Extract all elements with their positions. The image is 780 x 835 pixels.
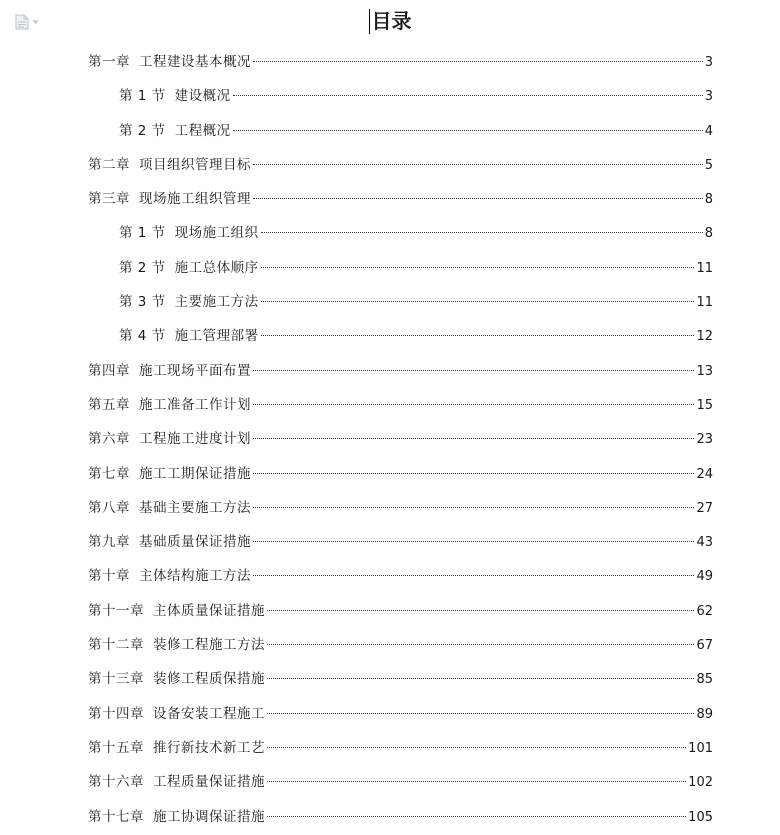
toc-entry-page-number: 89 <box>696 706 713 722</box>
toc-chapter-entry[interactable] <box>88 765 713 799</box>
dot-leader <box>253 541 694 542</box>
dot-leader <box>253 473 694 474</box>
toc-entry-title: 装修工程质保措施 <box>153 671 265 688</box>
toc-entry-title: 装修工程施工方法 <box>153 637 265 654</box>
toc-entry-number: 第十六章 <box>88 774 144 791</box>
toc-chapter-entry[interactable] <box>88 457 713 491</box>
toc-entry-title: 基础质量保证措施 <box>139 534 251 551</box>
toc-entry-page-number: 101 <box>688 740 713 756</box>
dot-leader <box>267 713 694 714</box>
toc-chapter-entry[interactable] <box>88 525 713 559</box>
toc-entry-title: 推行新技术新工艺 <box>153 739 265 756</box>
dot-leader <box>267 610 694 611</box>
toc-chapter-entry[interactable] <box>88 354 713 388</box>
toc-entry-number: 第七章 <box>88 465 130 482</box>
dot-leader <box>261 232 703 233</box>
dot-leader <box>267 644 694 645</box>
toc-entry-title: 建设概况 <box>174 88 231 105</box>
toc-entry-page-number: 62 <box>696 603 713 619</box>
toc-entry-number: 第十三章 <box>88 671 144 688</box>
toc-entry-page-number: 8 <box>704 226 713 242</box>
dot-leader <box>267 678 694 679</box>
toc-entry-page-number: 13 <box>696 363 713 379</box>
toc-chapter-entry[interactable] <box>88 45 713 79</box>
toc-chapter-entry[interactable] <box>88 422 713 456</box>
toc-chapter-entry[interactable] <box>88 594 713 628</box>
toc-entry-number: 第 2 节 <box>119 259 166 276</box>
toc-entry-title: 主要施工方法 <box>174 294 259 311</box>
toc-entry-number: 第二章 <box>88 156 130 173</box>
toc-chapter-entry[interactable] <box>88 491 713 525</box>
toc-entry-number: 第五章 <box>88 396 130 413</box>
toc-entry-number: 第一章 <box>88 54 130 70</box>
toc-entry-page-number: 105 <box>688 809 713 825</box>
table-of-contents <box>88 45 713 834</box>
toc-entry-page-number: 12 <box>696 329 713 345</box>
dot-leader <box>253 438 694 439</box>
toc-entry-number: 第四章 <box>88 362 130 379</box>
title-area <box>0 6 780 40</box>
toc-entry-title: 现场施工组织 <box>174 225 259 242</box>
dot-leader <box>253 61 703 62</box>
toc-entry-title: 施工协调保证措施 <box>153 808 265 825</box>
toc-chapter-entry[interactable] <box>88 182 713 216</box>
dot-leader <box>253 404 694 405</box>
toc-entry-title: 基础主要施工方法 <box>139 499 251 516</box>
toc-entry-title: 工程质量保证措施 <box>153 774 265 791</box>
dot-leader <box>253 575 694 576</box>
toc-section-entry[interactable] <box>88 79 713 113</box>
toc-chapter-entry[interactable] <box>88 559 713 593</box>
toc-entry-page-number: 67 <box>696 638 713 654</box>
dot-leader <box>267 747 686 748</box>
dot-leader <box>253 164 703 165</box>
dot-leader <box>261 267 695 268</box>
toc-entry-title: 施工准备工作计划 <box>139 396 251 413</box>
toc-entry-page-number: 5 <box>704 157 713 173</box>
toc-entry-page-number: 11 <box>696 260 713 276</box>
toc-entry-page-number: 27 <box>696 500 713 516</box>
toc-chapter-entry[interactable] <box>88 628 713 662</box>
page-title <box>369 6 412 36</box>
dot-leader <box>261 301 695 302</box>
toc-chapter-entry[interactable] <box>88 662 713 696</box>
dot-leader <box>233 95 703 96</box>
toc-entry-title: 施工总体顺序 <box>174 259 259 276</box>
toc-entry-number: 第十二章 <box>88 637 144 654</box>
toc-entry-title: 施工工期保证措施 <box>139 465 251 482</box>
toc-entry-page-number: 43 <box>696 535 713 551</box>
toc-entry-number: 第 1 节 <box>119 88 166 105</box>
toc-entry-number: 第九章 <box>88 534 130 551</box>
toc-section-entry[interactable] <box>88 319 713 353</box>
toc-entry-page-number: 3 <box>704 89 713 105</box>
toc-section-entry[interactable] <box>88 216 713 250</box>
toc-entry-title: 设备安装工程施工 <box>153 705 265 722</box>
toc-section-entry[interactable] <box>88 114 713 148</box>
toc-entry-title: 工程建设基本概况 <box>139 54 251 70</box>
toc-entry-page-number: 49 <box>696 569 713 585</box>
toc-entry-number: 第 1 节 <box>119 225 166 242</box>
toc-entry-page-number: 15 <box>696 397 713 413</box>
toc-entry-title: 施工现场平面布置 <box>139 362 251 379</box>
toc-entry-number: 第六章 <box>88 431 130 448</box>
toc-entry-number: 第十一章 <box>88 602 144 619</box>
toc-entry-title: 工程施工进度计划 <box>139 431 251 448</box>
toc-entry-number: 第 4 节 <box>119 328 166 345</box>
toc-chapter-entry[interactable] <box>88 800 713 834</box>
toc-chapter-entry[interactable] <box>88 697 713 731</box>
toc-entry-title: 工程概况 <box>174 122 231 139</box>
dot-leader <box>253 198 703 199</box>
toc-entry-page-number: 23 <box>696 432 713 448</box>
dot-leader <box>261 335 695 336</box>
toc-entry-page-number: 8 <box>704 192 713 208</box>
toc-entry-page-number: 4 <box>704 123 713 139</box>
dot-leader <box>253 370 694 371</box>
toc-entry-page-number: 3 <box>704 55 713 70</box>
dot-leader <box>267 781 686 782</box>
toc-entry-page-number: 11 <box>696 295 713 311</box>
toc-entry-title: 现场施工组织管理 <box>139 191 251 208</box>
toc-entry-number: 第十四章 <box>88 705 144 722</box>
toc-section-entry[interactable] <box>88 251 713 285</box>
toc-entry-title: 施工管理部署 <box>174 328 259 345</box>
toc-section-entry[interactable] <box>88 285 713 319</box>
toc-entry-number: 第三章 <box>88 191 130 208</box>
toc-chapter-entry[interactable] <box>88 388 713 422</box>
toc-chapter-entry[interactable] <box>88 731 713 765</box>
toc-chapter-entry[interactable] <box>88 148 713 182</box>
toc-entry-page-number: 102 <box>688 775 713 791</box>
text-cursor <box>369 9 370 34</box>
dot-leader <box>253 507 694 508</box>
toc-entry-page-number: 24 <box>696 466 713 482</box>
toc-entry-number: 第十五章 <box>88 739 144 756</box>
toc-entry-title: 主体质量保证措施 <box>153 602 265 619</box>
toc-entry-title: 项目组织管理目标 <box>139 156 251 173</box>
page-title-text: 目录 <box>371 9 412 33</box>
toc-entry-number: 第 2 节 <box>119 122 166 139</box>
dot-leader <box>267 816 686 817</box>
toc-entry-page-number: 85 <box>696 672 713 688</box>
toc-entry-number: 第十七章 <box>88 808 144 825</box>
dot-leader <box>233 130 703 131</box>
toc-entry-number: 第 3 节 <box>119 294 166 311</box>
toc-entry-number: 第十章 <box>88 568 130 585</box>
toc-entry-title: 主体结构施工方法 <box>139 568 251 585</box>
toc-entry-number: 第八章 <box>88 499 130 516</box>
